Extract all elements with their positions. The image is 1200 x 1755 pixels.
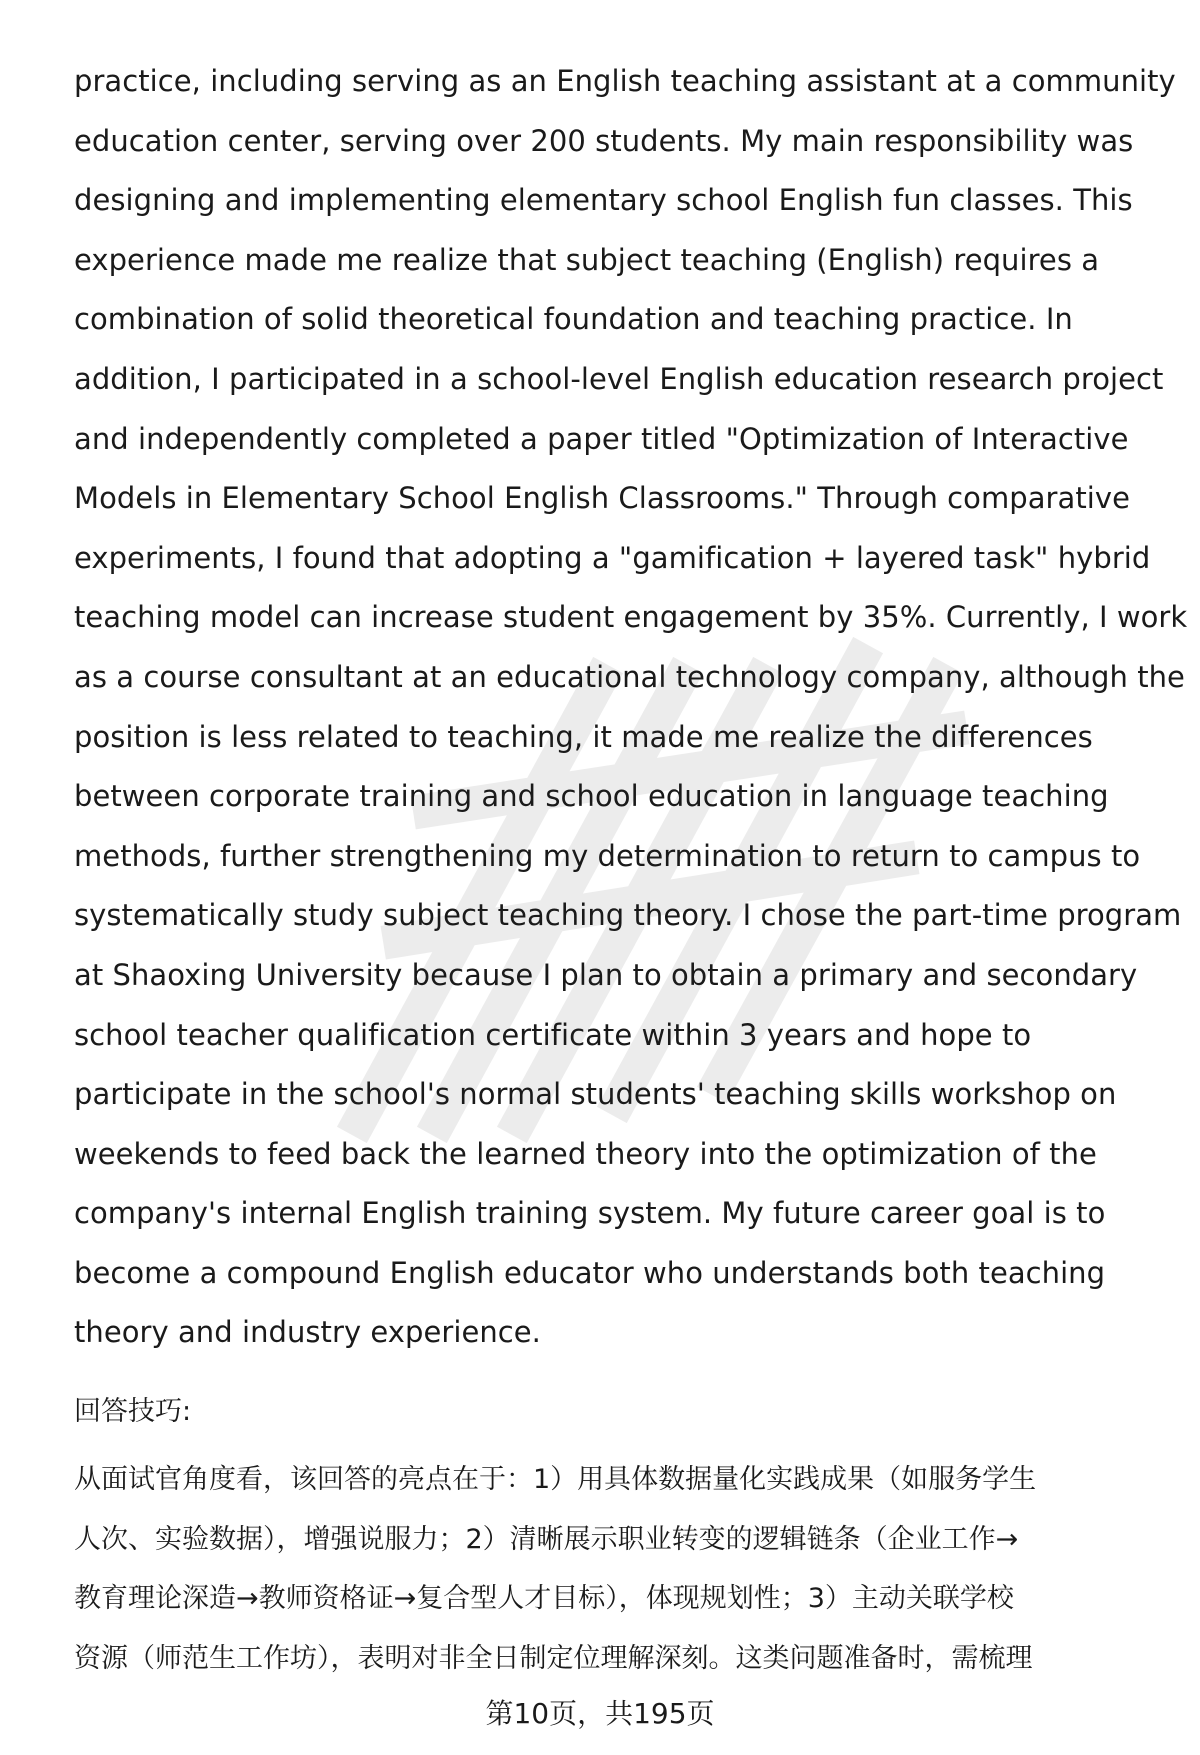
answer-paragraph [74,52,1188,1363]
tips-line: 从面试官角度看，该回答的亮点在于：1）用具体数据量化实践成果（如服务学生 [74,1464,1037,1495]
tips-heading: 回答技巧: [74,1396,192,1427]
paragraph-line: experience made me realize that subject teaching (English) requires a [74,242,1100,277]
paragraph-line: and independently completed a paper titled "Optimization of Interactive [74,421,1129,456]
tips-line: 人次、实验数据），增强说服力；2）清晰展示职业转变的逻辑链条（企业工作→ [74,1523,1019,1555]
paragraph-line: position is less related to teaching, it made me realize the differences [74,719,1093,754]
paragraph-line: practice, including serving as an English teaching assistant at a community [74,64,1176,98]
paragraph-line: at Shaoxing University because I plan to obtain a primary and secondary [74,957,1138,992]
paragraph-line: weekends to feed back the learned theory into the optimization of the [74,1136,1097,1171]
paragraph-line: school teacher qualification certificate within 3 years and hope to [74,1017,1032,1052]
tips-paragraph [74,1450,1164,1688]
paragraph-line: experiments, I found that adopting a "gamification + layered task" hybrid [74,540,1151,575]
paragraph-line: combination of solid theoretical foundation and teaching practice. In [74,302,1073,337]
paragraph-line: company's internal English training system. My future career goal is to [74,1196,1106,1231]
paragraph-line: methods, further strengthening my determination to return to campus to [74,838,1141,873]
tips-line: 资源（师范生工作坊），表明对非全日制定位理解深刻。这类问题准备时，需梳理 [74,1642,1033,1674]
paragraph-line: Models in Elementary School English Classrooms." Through comparative [74,481,1130,516]
paragraph-line: as a course consultant at an educational technology company, although the [74,659,1185,694]
paragraph-line: become a compound English educator who understands both teaching [74,1255,1106,1290]
paragraph-line: teaching model can increase student engagement by 35%. Currently, I work [74,600,1188,635]
paragraph-line: theory and industry experience. [74,1315,541,1350]
paragraph-line: education center, serving over 200 students. My main responsibility was [74,123,1134,158]
tips-line: 教育理论深造→教师资格证→复合型人才目标），体现规划性；3）主动关联学校 [74,1583,1014,1614]
page-number: 第10页，共195页 [485,1697,715,1730]
paragraph-line: designing and implementing elementary school English fun classes. This [74,183,1133,218]
paragraph-line: addition, I participated in a school-level English education research project [74,361,1164,396]
paragraph-line: participate in the school's normal students' teaching skills workshop on [74,1077,1117,1112]
paragraph-line: systematically study subject teaching theory. I chose the part-time program [74,898,1182,933]
paragraph-line: between corporate training and school education in language teaching [74,779,1109,814]
